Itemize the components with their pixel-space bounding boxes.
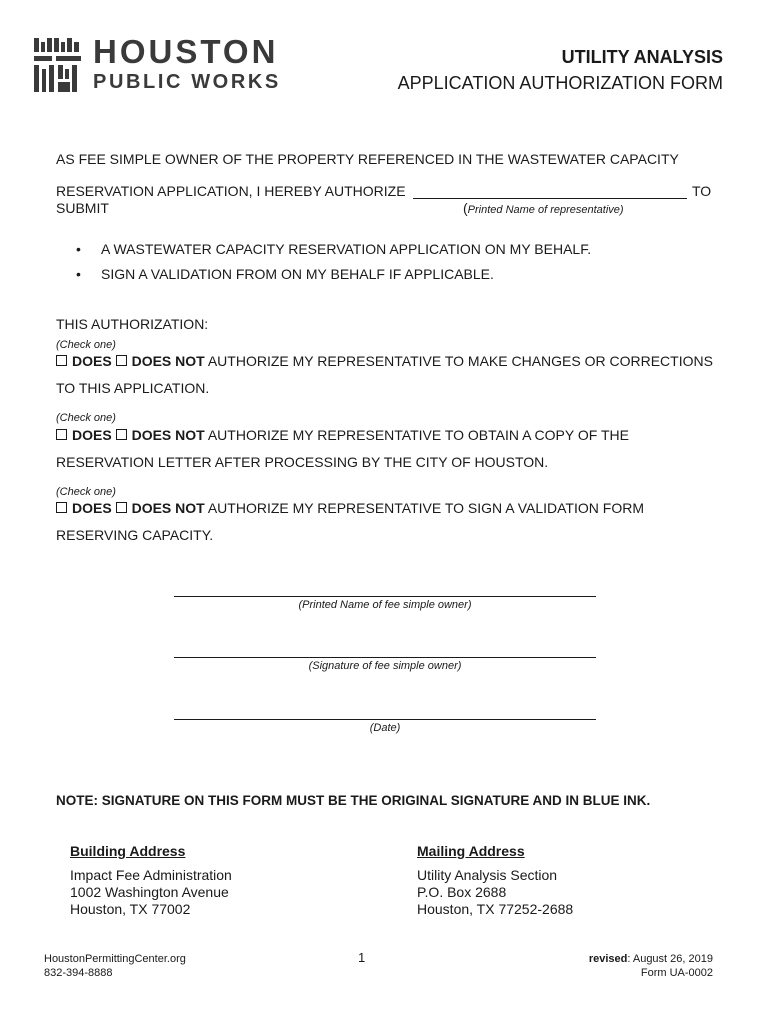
signature-note: NOTE: SIGNATURE ON THIS FORM MUST BE THE ORIGINAL SIGNATURE AND IN BLUE INK.: [56, 793, 651, 808]
does-checkbox[interactable]: [56, 355, 67, 366]
representative-caption: [463, 200, 624, 218]
authorization-option-1: [56, 353, 713, 370]
does-label: DOES: [72, 500, 112, 516]
printed-name-caption: (Printed Name of fee simple owner): [298, 599, 472, 611]
mailing-address-line-3: Houston, TX 77252-2688: [417, 901, 574, 917]
list-item: SIGN A VALIDATION FROM ON MY BEHALF IF APPLICABLE.: [101, 266, 494, 282]
date-field[interactable]: [174, 719, 596, 720]
does-not-label: DOES NOT: [131, 500, 205, 516]
intro-line-2-prefix: RESERVATION APPLICATION, I HEREBY AUTHORIZE: [56, 183, 406, 199]
form-subtitle: APPLICATION AUTHORIZATION FORM: [397, 73, 723, 93]
check-one-label: (Check one): [56, 412, 116, 424]
does-not-checkbox[interactable]: [116, 429, 127, 440]
mailing-address-line-2: P.O. Box 2688: [417, 884, 507, 900]
does-not-label: DOES NOT: [131, 353, 205, 369]
printed-name-field[interactable]: [174, 596, 596, 597]
caption-text: Printed Name of representative): [467, 204, 624, 216]
logo-text-houston: HOUSTON: [93, 33, 279, 70]
revised-date: : August 26, 2019: [627, 953, 713, 965]
logo-text-public-works: PUBLIC WORKS: [93, 71, 281, 93]
mailing-address-heading: Mailing Address: [417, 843, 525, 859]
does-label: DOES: [72, 353, 112, 369]
date-caption: (Date): [369, 722, 401, 734]
signature-caption: (Signature of fee simple owner): [308, 660, 462, 672]
building-address-line-1: Impact Fee Administration: [70, 867, 232, 883]
intro-line-1: AS FEE SIMPLE OWNER OF THE PROPERTY REFERENCED IN THE WASTEWATER CAPACITY: [56, 151, 679, 167]
building-address-line-3: Houston, TX 77002: [70, 901, 191, 917]
check-one-label: (Check one): [56, 486, 116, 498]
does-checkbox[interactable]: [56, 429, 67, 440]
option-text: AUTHORIZE MY REPRESENTATIVE TO SIGN A VALIDATION FORM: [207, 500, 644, 516]
does-not-checkbox[interactable]: [116, 355, 127, 366]
option-text-continued: TO THIS APPLICATION.: [56, 380, 210, 396]
bullet-icon: •: [76, 266, 81, 282]
caption-open-paren: (: [463, 200, 468, 216]
option-text: AUTHORIZE MY REPRESENTATIVE TO MAKE CHANGES OR CORRECTIONS: [207, 353, 713, 369]
form-id: Form UA-0002: [640, 967, 713, 979]
footer-website: HoustonPermittingCenter.org: [44, 953, 186, 965]
houston-public-works-logo-icon: [34, 38, 86, 92]
authorization-option-3: [56, 500, 644, 517]
form-title: UTILITY ANALYSIS: [561, 47, 723, 67]
footer-revised: [589, 952, 713, 966]
does-not-label: DOES NOT: [131, 427, 205, 443]
representative-name-field[interactable]: [413, 198, 687, 199]
does-not-checkbox[interactable]: [116, 502, 127, 513]
check-one-label: (Check one): [56, 339, 116, 351]
signature-field[interactable]: [174, 657, 596, 658]
authorization-heading: THIS AUTHORIZATION:: [56, 316, 209, 332]
building-address-line-2: 1002 Washington Avenue: [70, 884, 229, 900]
page-number: 1: [358, 950, 366, 965]
option-text-continued: RESERVATION LETTER AFTER PROCESSING BY THE CITY OF HOUSTON.: [56, 454, 549, 470]
list-item: A WASTEWATER CAPACITY RESERVATION APPLICATION ON MY BEHALF.: [101, 241, 592, 257]
intro-line-2-suffix: TO: [692, 183, 712, 199]
building-address-heading: Building Address: [70, 843, 186, 859]
does-checkbox[interactable]: [56, 502, 67, 513]
option-text: AUTHORIZE MY REPRESENTATIVE TO OBTAIN A COPY OF THE: [207, 427, 629, 443]
option-text-continued: RESERVING CAPACITY.: [56, 527, 214, 543]
authorization-option-2: [56, 427, 629, 444]
footer-phone: 832-394-8888: [44, 967, 113, 979]
revised-label: revised: [588, 953, 628, 965]
bullet-icon: •: [76, 241, 81, 257]
does-label: DOES: [72, 427, 112, 443]
mailing-address-line-1: Utility Analysis Section: [417, 867, 558, 883]
intro-line-3: SUBMIT: [56, 200, 109, 216]
